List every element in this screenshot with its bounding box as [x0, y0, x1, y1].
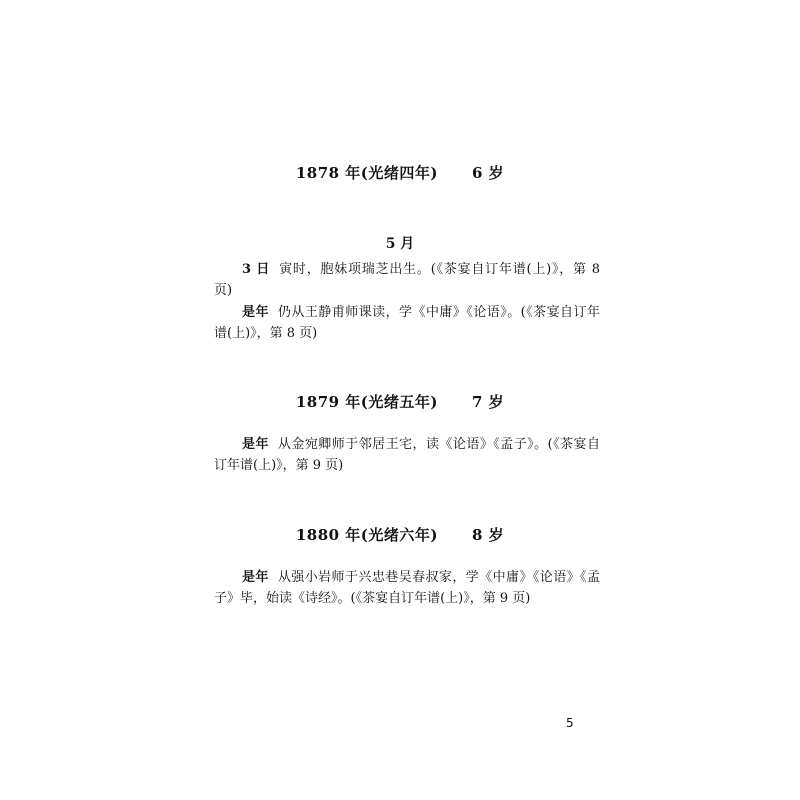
age-label: 7 岁 — [472, 393, 505, 411]
entry-label: 是年 — [242, 305, 269, 320]
year-heading-1879 — [0, 391, 800, 412]
year-title: 1879 年(光绪五年) — [295, 393, 438, 411]
entry-label: 是年 — [242, 570, 269, 585]
entry-text: 从强小岩师于兴忠巷吴春叔家，学《中庸》《论语》《孟子》毕，始读《诗经》。(《茶宴自订年谱(上)》，第 9 页) — [214, 570, 600, 606]
entry-1879-year — [214, 434, 600, 476]
age-label: 6 岁 — [472, 164, 505, 182]
year-heading-1878 — [0, 162, 800, 183]
entry-text: 从金宛卿师于邻居王宅，读《论语》《孟子》。(《茶宴自订年谱(上)》，第 9 页) — [214, 437, 600, 473]
entry-text: 仍从王静甫师课读，学《中庸》《论语》。(《茶宴自订年谱(上)》，第 8 页) — [214, 305, 600, 341]
entry-label: 是年 — [242, 437, 269, 452]
entry-1878-year — [214, 302, 600, 344]
entry-1878-day3 — [214, 259, 600, 301]
age-label: 8 岁 — [472, 526, 505, 544]
year-heading-1880 — [0, 524, 800, 545]
page-number: 5 — [566, 716, 574, 730]
entry-text: 寅时，胞妹项瑞芝出生。(《茶宴自订年谱(上)》，第 8 页) — [214, 262, 600, 298]
year-title: 1878 年(光绪四年) — [295, 164, 438, 182]
year-title: 1880 年(光绪六年) — [295, 526, 438, 544]
entry-label: 3 日 — [242, 262, 271, 277]
month-heading: 5 月 — [385, 236, 415, 252]
entry-1880-year — [214, 567, 600, 609]
